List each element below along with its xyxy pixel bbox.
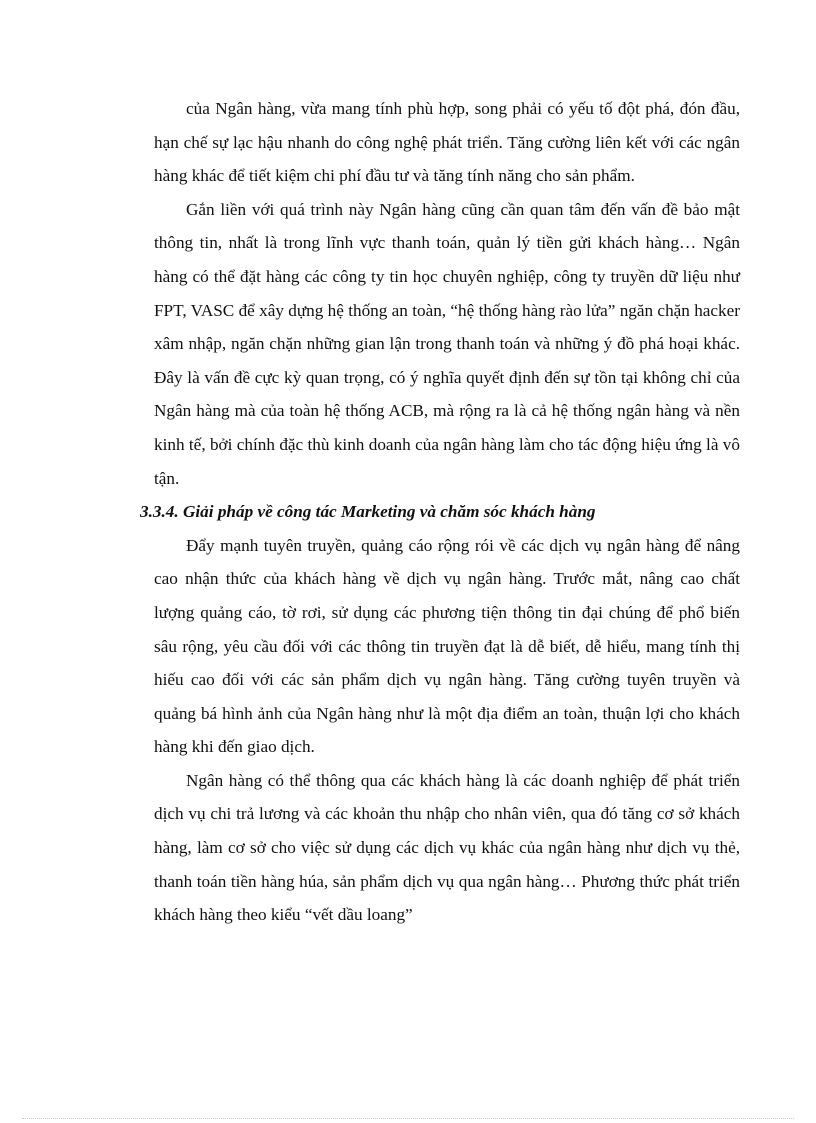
paragraph-information-security: Gắn liền với quá trình này Ngân hàng cũng cần quan tâm đến vấn đề bảo mật thông tin, nhất là trong lĩnh vực thanh toán, quản lý tiền gửi khách hàng… Ngân hàng có thể đặt hàng các công ty tin học chuyên nghiệp, công ty truyền dữ liệu như FPT, VASC để xây dựng hệ thống an toàn, “hệ thống hàng rào lửa” ngăn chặn hacker xâm nhập, ngăn chặn những gian lận trong thanh toán và những ý đồ phá hoại khác. Đây là vấn đề cực kỳ quan trọng, có ý nghĩa quyết định đến sự tồn tại không chỉ của Ngân hàng mà của toàn hệ thống ACB, mà rộng ra là cả hệ thống ngân hàng và nền kinh tế, bởi chính đặc thù kinh doanh của ngân hàng làm cho tác động hiệu ứng là vô tận. xyxy=(154,199,740,488)
page-bottom-divider xyxy=(22,1118,794,1119)
section-heading-marketing: 3.3.4. Giải pháp về công tác Marketing và chăm sóc khách hàng xyxy=(140,502,596,522)
paragraph-advertising: Đẩy mạnh tuyên truyền, quảng cáo rộng rói về các dịch vụ ngân hàng để nâng cao nhận thức của khách hàng về dịch vụ ngân hàng. Trước mắt, nâng cao chất lượng quảng cáo, tờ rơi, sử dụng các phương tiện thông tin đại chúng để phổ biến sâu rộng, yêu cầu đối với các thông tin truyền đạt là dễ biết, dễ hiểu, mang tính thị hiếu cao đối với các sản phẩm dịch vụ ngân hàng. Tăng cường tuyên truyền và quảng bá hình ảnh của Ngân hàng như là một địa điểm an toàn, thuận lợi cho khách hàng khi đến giao dịch. xyxy=(154,535,740,757)
document-body xyxy=(140,92,740,932)
paragraph-continuation: của Ngân hàng, vừa mang tính phù hợp, song phải có yếu tố đột phá, đón đầu, hạn chế sự lạc hậu nhanh do công nghệ phát triển. Tăng cường liên kết với các ngân hàng khác để tiết kiệm chi phí đầu tư và tăng tính năng cho sản phẩm. xyxy=(154,99,740,186)
paragraph-customer-development: Ngân hàng có thể thông qua các khách hàng là các doanh nghiệp để phát triển dịch vụ chi trả lương và các khoản thu nhập cho nhân viên, qua đó tăng cơ sở khách hàng, làm cơ sở cho việc sử dụng các dịch vụ khác của ngân hàng như dịch vụ thẻ, thanh toán tiền hàng húa, sản phẩm dịch vụ qua ngân hàng… Phương thức phát triển khách hàng theo kiểu “vết dầu loang” xyxy=(154,770,740,925)
